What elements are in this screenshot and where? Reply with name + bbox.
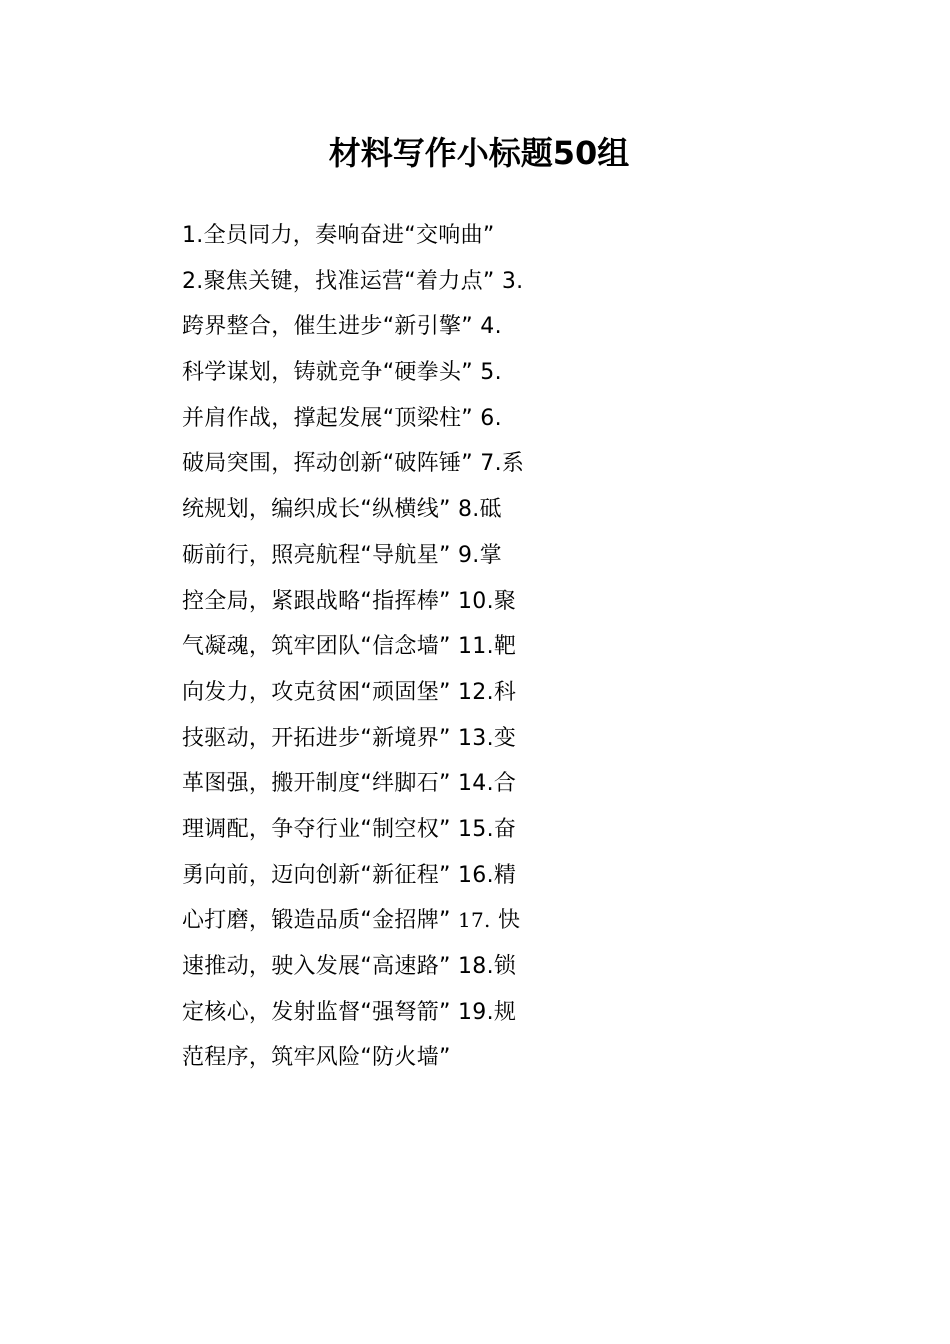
text-line: 向发力，攻克贫困“顽固堡” 12.科 [182, 679, 517, 705]
text-line: 技驱动，开拓进步“新境界” 13.变 [182, 725, 517, 751]
serif-number-segment: 17. [458, 908, 491, 933]
document-title: 材料写作小标题50组 [328, 134, 630, 172]
text-line: 跨界整合，催生进步“新引擎” 4. [182, 314, 502, 340]
text-line: 破局突围，挥动创新“破阵锤” 7.系 [182, 451, 525, 477]
text-line: 科学谋划，铸就竞争“硬拳头” 5. [182, 360, 502, 386]
text-line: 理调配，争夺行业“制空权” 15.奋 [182, 816, 517, 842]
text-line: 砺前行，照亮航程“导航星” 9.掌 [182, 542, 502, 568]
text-line: 速推动，驶入发展“高速路” 18.锁 [182, 954, 517, 979]
document-body [182, 213, 602, 1081]
text-line: 革图强，搬开制度“绊脚石” 14.合 [182, 771, 517, 797]
text-line-mixed [182, 898, 602, 944]
text-line: 范程序，筑牢风险“防火墙” [182, 1045, 451, 1071]
text-line: 控全局，紧跟战略“指挥棒” 10.聚 [182, 588, 517, 614]
text-line: 1.全员同力，奏响奋进“交响曲” [182, 223, 495, 248]
text-segment: 心打磨，锻造品质“金招牌” [182, 908, 458, 934]
text-line: 统规划，编织成长“纵横线” 8.砥 [182, 497, 502, 523]
text-line: 气凝魂，筑牢团队“信念墙” 11.靶 [182, 634, 517, 660]
text-line: 定核心，发射监督“强弩箭” 19.规 [182, 999, 517, 1025]
text-segment: 快 [490, 908, 521, 934]
text-line: 勇向前，迈向创新“新征程” 16.精 [182, 862, 517, 888]
text-line: 并肩作战，撑起发展“顶梁柱” 6. [182, 405, 502, 431]
text-line: 2.聚焦关键，找准运营“着力点” 3. [182, 268, 524, 294]
